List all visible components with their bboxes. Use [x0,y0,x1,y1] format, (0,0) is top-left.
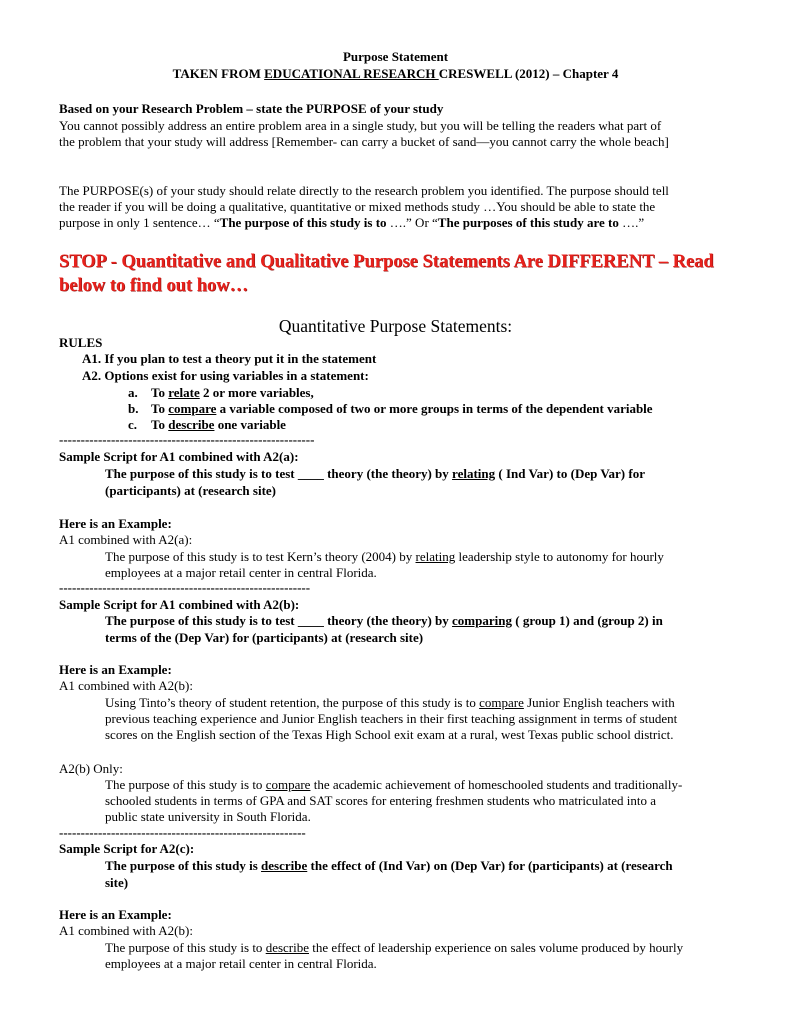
script-a-line [105,466,645,482]
a2b-only-line: public state university in South Florida. [105,809,311,824]
example-text: Using Tinto’s theory of student retention, the purpose of this study is to [105,695,480,710]
divider: ----------------------------------------------------------- [59,432,315,447]
stop-warning: below to find out how… [59,276,249,296]
purpose-line: The PURPOSE(s) of your study should relate directly to the research problem you identified. The purpose should tell [59,183,669,198]
book-title: EDUCATIONAL RESEARCH [264,66,439,81]
script-a-label: Sample Script for A1 combined with A2(a): [59,449,299,464]
option-verb: compare [168,401,217,416]
example-text: The purpose of this study is to test Kern’s theory (2004) by [105,549,416,564]
divider: --------------------------------------------------------- [59,825,306,840]
stop-warning: STOP - Quantitative and Qualitative Purpose Statements Are DIFFERENT – Read [59,252,714,272]
example-a-line [105,549,664,565]
document-subtitle [0,66,791,82]
example-b-line [105,695,675,711]
option-text: To [151,417,169,432]
example-label: Here is an Example: [59,516,172,531]
example-verb: compare [479,695,524,710]
a2b-only-line [105,777,682,793]
example-combo: A1 combined with A2(a): [59,532,193,547]
option-relate [151,385,314,401]
option-text: 2 or more variables, [199,385,314,400]
option-compare [151,401,653,417]
script-text: ( Ind Var) to (Dep Var) for [495,466,645,481]
purpose-text: purpose in only 1 sentence… “ [59,215,220,230]
script-text: The purpose of this study is to test ____ theory (the theory) by [105,466,453,481]
rule-a2: A2. Options exist for using variables in a statement: [82,368,369,383]
option-letter: c. [128,417,138,432]
a2b-only-label: A2(b) Only: [59,761,123,776]
option-verb: describe [168,417,215,432]
script-verb: relating [452,466,496,481]
section-heading: Quantitative Purpose Statements: [278,316,513,336]
script-a-line: (participants) at (research site) [105,483,277,498]
intro-heading: Based on your Research Problem – state the PURPOSE of your study [59,101,444,116]
example-text: Junior English teachers with [523,695,675,710]
script-text: The purpose of this study is [105,858,262,873]
option-text: To [151,401,169,416]
example-label: Here is an Example: [59,662,172,677]
example-combo: A1 combined with A2(b): [59,678,193,693]
script-text: the effect of (Ind Var) on (Dep Var) for (participants) at (research [307,858,673,873]
subtitle-suffix: CRESWELL (2012) – Chapter 4 [438,66,619,81]
example-text: The purpose of this study is to [105,777,266,792]
option-letter: a. [128,385,138,400]
option-describe [151,417,286,433]
script-c-label: Sample Script for A2(c): [59,841,195,856]
example-text: The purpose of this study is to [105,940,266,955]
purpose-text: ….” [618,215,645,230]
script-b-line: terms of the (Dep Var) for (participants) at (research site) [105,630,424,645]
document-title: Purpose Statement [342,49,449,64]
purpose-phrase-plural: The purposes of this study are to [437,215,619,230]
script-text: ( group 1) and (group 2) in [511,613,663,628]
example-label: Here is an Example: [59,907,172,922]
purpose-line: the reader if you will be doing a qualitative, quantitative or mixed methods study …You should be able to state the [59,199,656,214]
purpose-phrase-singular: The purpose of this study is to [219,215,387,230]
example-combo: A1 combined with A2(b): [59,923,193,938]
rules-label: RULES [59,335,103,350]
script-b-label: Sample Script for A1 combined with A2(b): [59,597,300,612]
example-verb: compare [265,777,311,792]
example-verb: relating [415,549,456,564]
script-text: The purpose of this study is to test ____ theory (the theory) by [105,613,453,628]
option-text: a variable composed of two or more groups in terms of the dependent variable [216,401,653,416]
purpose-text: ….” Or “ [386,215,438,230]
purpose-line [59,215,644,231]
script-c-line [105,858,673,874]
script-b-line [105,613,663,629]
example-b-line: previous teaching experience and Junior English teachers in their first teaching assignment in terms of student [105,711,678,726]
option-letter: b. [128,401,139,416]
example-verb: describe [265,940,309,955]
example-text: leadership style to autonomy for hourly [455,549,664,564]
example-b-line: scores on the English section of the Texas High School exit exam at a rural, west Texas public school district. [105,727,674,742]
script-c-line: site) [105,875,129,890]
script-verb: describe [261,858,308,873]
example-text: the effect of leadership experience on sales volume produced by hourly [309,940,684,955]
example-c-line: employees at a major retail center in central Florida. [105,956,377,971]
rule-a1: A1. If you plan to test a theory put it in the statement [82,351,377,366]
divider: ---------------------------------------------------------- [59,580,311,595]
example-a-line: employees at a major retail center in central Florida. [105,565,377,580]
subtitle-prefix: TAKEN FROM [172,66,265,81]
script-verb: comparing [452,613,512,628]
example-c-line [105,940,683,956]
intro-line: You cannot possibly address an entire problem area in a single study, but you will be telling the readers what part of [59,118,662,133]
option-text: To [151,385,169,400]
example-text: the academic achievement of homeschooled students and traditionally- [310,777,683,792]
option-verb: relate [168,385,200,400]
option-text: one variable [214,417,286,432]
a2b-only-line: schooled students in terms of GPA and SAT scores for entering freshmen students who matriculated into a [105,793,656,808]
intro-line: the problem that your study will address [Remember- can carry a bucket of sand—you cannot carry the whole beach] [59,134,669,149]
